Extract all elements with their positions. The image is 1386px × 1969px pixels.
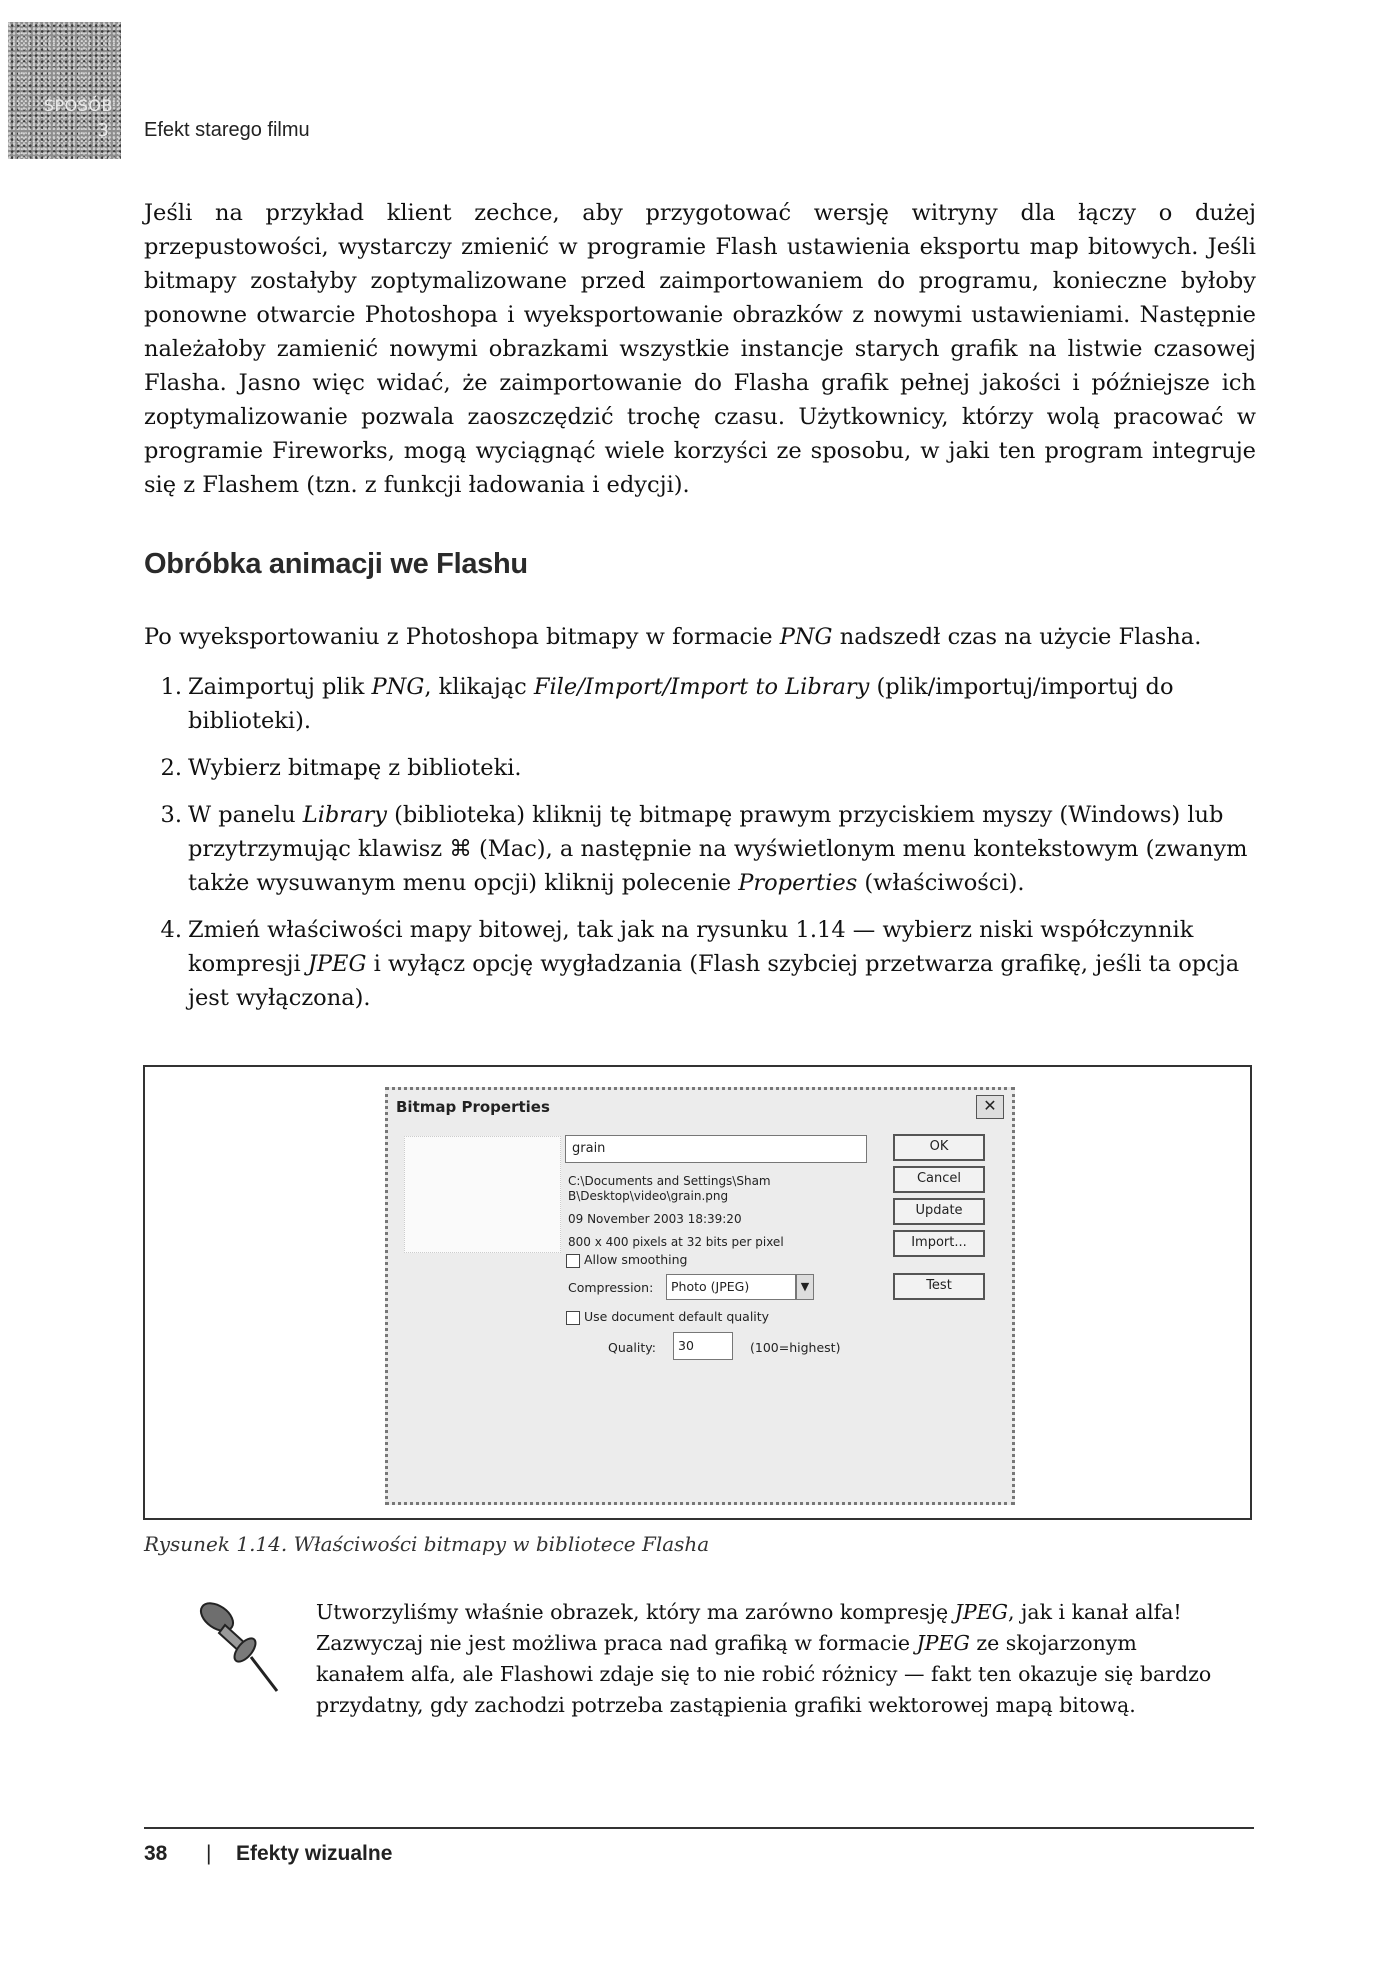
figure-frame (143, 1065, 1252, 1520)
checkbox-icon[interactable] (566, 1254, 580, 1268)
bitmap-name-field[interactable]: grain (565, 1135, 867, 1163)
quality-label: Quality: (608, 1340, 656, 1355)
step-number: 2. (160, 755, 182, 781)
sposob-badge (8, 22, 121, 159)
page-number: 38 (144, 1842, 168, 1865)
checkbox-icon[interactable] (566, 1311, 580, 1325)
cancel-button[interactable]: Cancel (893, 1166, 985, 1193)
pushpin-icon (195, 1595, 285, 1695)
sposob-badge-label: SPOSÓB (43, 96, 113, 115)
section-heading: Obróbka animacji we Flashu (144, 548, 528, 580)
default-quality-label: Use document default quality (584, 1309, 770, 1324)
steps-list (144, 670, 1256, 1028)
footer-rule (144, 1827, 1254, 1829)
bitmap-preview (404, 1136, 561, 1253)
test-button[interactable]: Test (893, 1273, 985, 1300)
default-quality-checkbox[interactable] (566, 1309, 769, 1325)
intro-paragraph: Jeśli na przykład klient zechce, aby przygotować wersję witryny dla łączy o dużej przepustowości, wystarczy zmienić w programie Flash ustawienia eksportu map bitowych. Jeśli bitmapy zostałyby zoptymalizowane przed zaimportowaniem do programu, konieczne byłoby ponowne otwarcie Photoshopa i wyeksportowanie obrazków z nowymi ustawieniami. Następnie należałoby zamienić nowymi obrazkami wszystkie instancje starych grafik na listwie czasowej Flasha. Jasno więc widać, że zaimportowanie do Flasha grafik pełnej jakości i późniejsze ich zoptymalizowanie pozwala zaoszczędzić trochę czasu. Użytkownicy, którzy wolą pracować w programie Fireworks, mogą wyciągnąć wiele korzyści ze sposobu, w jaki ten program integruje się z Flashem (tzn. z funkcji ładowania i edycji). (144, 200, 1256, 498)
list-item (144, 798, 1256, 900)
ok-button[interactable]: OK (893, 1134, 985, 1161)
running-header-title: Efekt starego filmu (144, 119, 310, 141)
allow-smoothing-label: Allow smoothing (584, 1252, 688, 1267)
import-button[interactable]: Import... (893, 1230, 985, 1257)
compression-label: Compression: (568, 1280, 654, 1295)
list-item (144, 670, 1256, 738)
footer-title: Efekty wizualne (236, 1842, 393, 1865)
quality-hint: (100=highest) (750, 1340, 841, 1355)
tip-note: Utworzyliśmy właśnie obrazek, który ma zarówno kompresję JPEG, jak i kanał alfa! Zazwyczaj nie jest możliwa praca nad grafiką w formacie JPEG ze skojarzonym kanałem alfa, ale Flashowi zdaje się to nie robić różnicy — fakt ten okazuje się bardzo przydatny, gdy zachodzi potrzeba zastąpienia grafiki wektorowej mapą bitową. (316, 1600, 1212, 1717)
file-path-line2: B\Desktop\video\grain.png (568, 1189, 729, 1203)
bitmap-size-info: 800 x 400 pixels at 32 bits per pixel (568, 1235, 784, 1249)
allow-smoothing-checkbox[interactable] (566, 1252, 687, 1268)
file-path-line1: C:\Documents and Settings\Sham (568, 1174, 771, 1188)
close-icon[interactable]: ✕ (976, 1095, 1004, 1119)
step-text: Zaimportuj plik PNG, klikając File/Import/Import to Library (plik/importuj/importuj do biblioteki). (188, 674, 1174, 734)
footer-separator: | (206, 1842, 212, 1865)
update-button[interactable]: Update (893, 1198, 985, 1225)
step-text: W panelu Library (biblioteka) kliknij tę bitmapę prawym przyciskiem myszy (Windows) lub przytrzymując klawisz ⌘ (Mac), a następnie na wyświetlonym menu kontekstowym (zwanym także wysuwanym menu opcji) kliknij polecenie Properties (właściwości). (188, 802, 1248, 896)
step-text: Zmień właściwości mapy bitowej, tak jak na rysunku 1.14 — wybierz niski współczynnik kompresji JPEG i wyłącz opcję wygładzania (Flash szybciej przetwarza grafikę, jeśli ta opcja jest wyłączona). (188, 917, 1240, 1011)
step-number: 4. (160, 917, 182, 943)
list-item (144, 751, 1256, 785)
step-number: 1. (160, 674, 182, 700)
compression-select[interactable]: Photo (JPEG) (666, 1274, 796, 1300)
chevron-down-icon[interactable]: ▼ (796, 1274, 814, 1300)
sposob-badge-number: 3 (97, 120, 109, 141)
quality-input[interactable]: 30 (673, 1332, 733, 1360)
step-text: Wybierz bitmapę z biblioteki. (188, 755, 522, 781)
section-lead: Po wyeksportowaniu z Photoshopa bitmapy w formacie PNG nadszedł czas na użycie Flasha. (144, 624, 1202, 650)
file-date: 09 November 2003 18:39:20 (568, 1212, 742, 1226)
list-item (144, 913, 1256, 1015)
step-number: 3. (160, 802, 182, 828)
dialog-title: Bitmap Properties (396, 1098, 550, 1116)
bitmap-properties-dialog (385, 1087, 1015, 1505)
figure-caption: Rysunek 1.14. Właściwości bitmapy w bibliotece Flasha (144, 1532, 710, 1556)
